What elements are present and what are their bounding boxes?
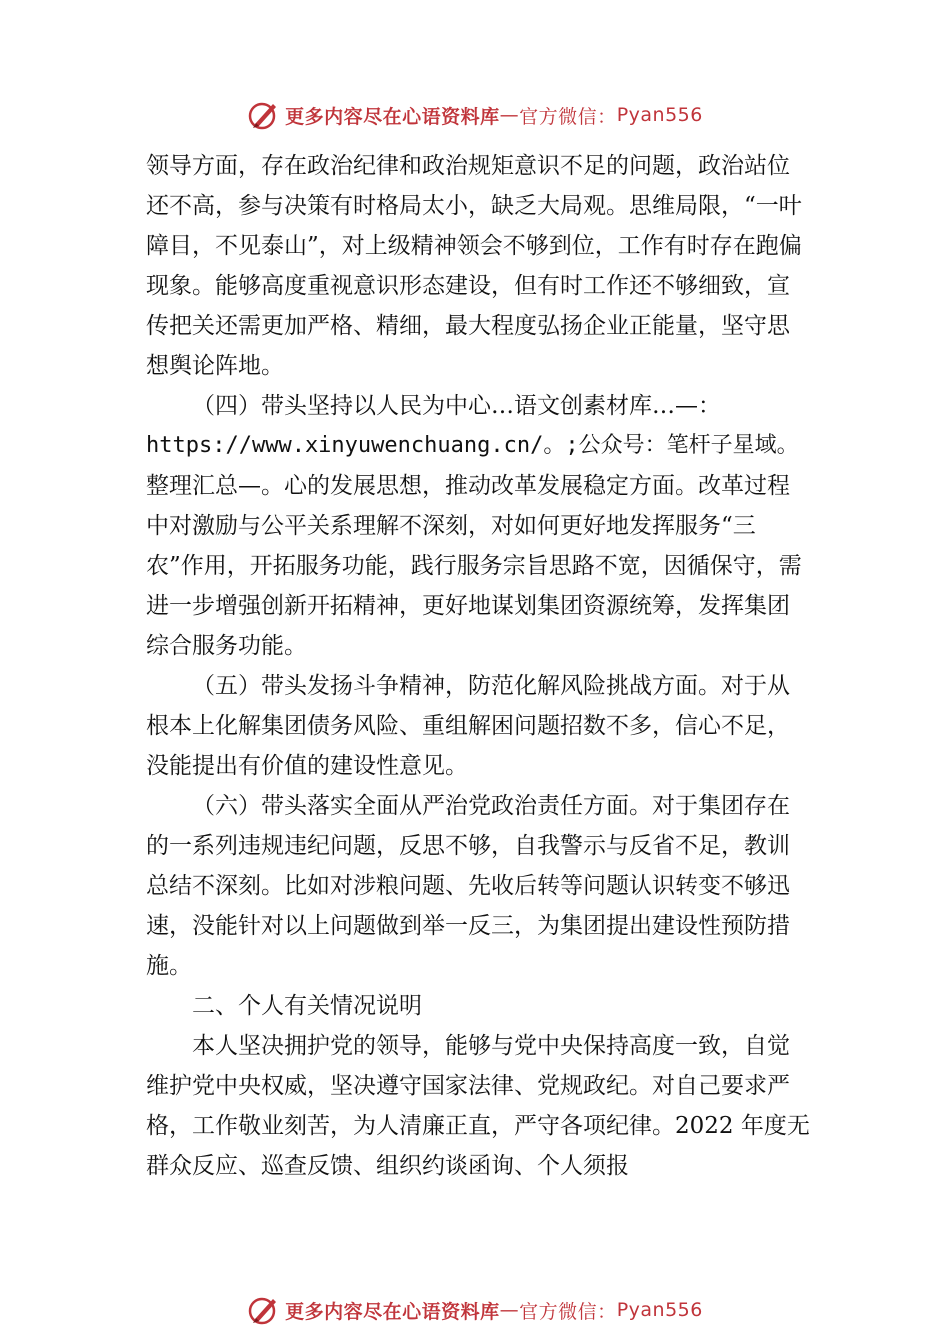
footer-wechat-prefix: 官方微信： [519,1300,617,1323]
paragraph-3: （五）带头发扬斗争精神，防范化解风险挑战方面。对于从根本上化解集团债务风险、重组解困问题招数不多，信心不足，没能提出有价值的建设性意见。 [146,673,790,779]
section-heading: 二、个人有关情况说明 [192,993,422,1019]
header-brand: 更多内容尽在心语资料库 [285,105,500,128]
header-wechat-prefix: 官方微信： [519,105,617,128]
paragraph-2-url-line: https://www.xinyuwenchuang.cn/。;公众号：笔杆子星域。 [146,433,799,458]
paragraph-5: 本人坚决拥护党的领导，能够与党中央保持高度一致，自觉维护党中央权威，坚决遵守国家法律、党规政纪。对自己要求严格，工作敬业刻苦，为人清廉正直，严守各项纪律。2022 年度无群众反应、巡查反馈、组织约谈函询、个人须报 [146,1033,810,1179]
footer-wechat-id: Pyan556 [616,1299,703,1321]
header-wechat-id: Pyan556 [616,104,703,126]
paragraph-4: （六）带头落实全面从严治党政治责任方面。对于集团存在的一系列违规违纪问题，反思不够，自我警示与反省不足，教训总结不深刻。比如对涉粮问题、先收后转等问题认识转变不够迅速，没能针对以上问题做到举一反三，为集团提出建设性预防措施。 [146,793,790,979]
footer-brand: 更多内容尽在心语资料库 [285,1300,500,1323]
paragraph-1: 领导方面，存在政治纪律和政治规矩意识不足的问题，政治站位还不高，参与决策有时格局太小，缺乏大局观。思维局限，“一叶障目，不见泰山”，对上级精神领会不够到位，工作有时存在跑偏现象。能够高度重视意识形态建设，但有时工作还不够细致，宣传把关还需更加严格、精细，最大程度弘扬企业正能量，坚守思想舆论阵地。 [146,153,802,379]
footer-separator: — [499,1299,520,1321]
footer-banner [0,1290,950,1330]
pen-logo-icon [247,98,281,132]
header-separator: — [499,104,520,126]
header-banner [0,95,950,135]
document-body [146,146,811,1186]
paragraph-2-part-b: 整理汇总—。心的发展思想，推动改革发展稳定方面。改革过程中对激励与公平关系理解不深刻，对如何更好地发挥服务“三农”作用，开拓服务功能，践行服务宗旨思路不宽，因循保守，需进一步增强创新开拓精神，更好地谋划集团资源统筹，发挥集团综合服务功能。 [146,473,802,659]
pen-logo-icon [247,1293,281,1327]
paragraph-2-part-a: （四）带头坚持以人民为中心…语文创素材库…—： [192,393,721,419]
